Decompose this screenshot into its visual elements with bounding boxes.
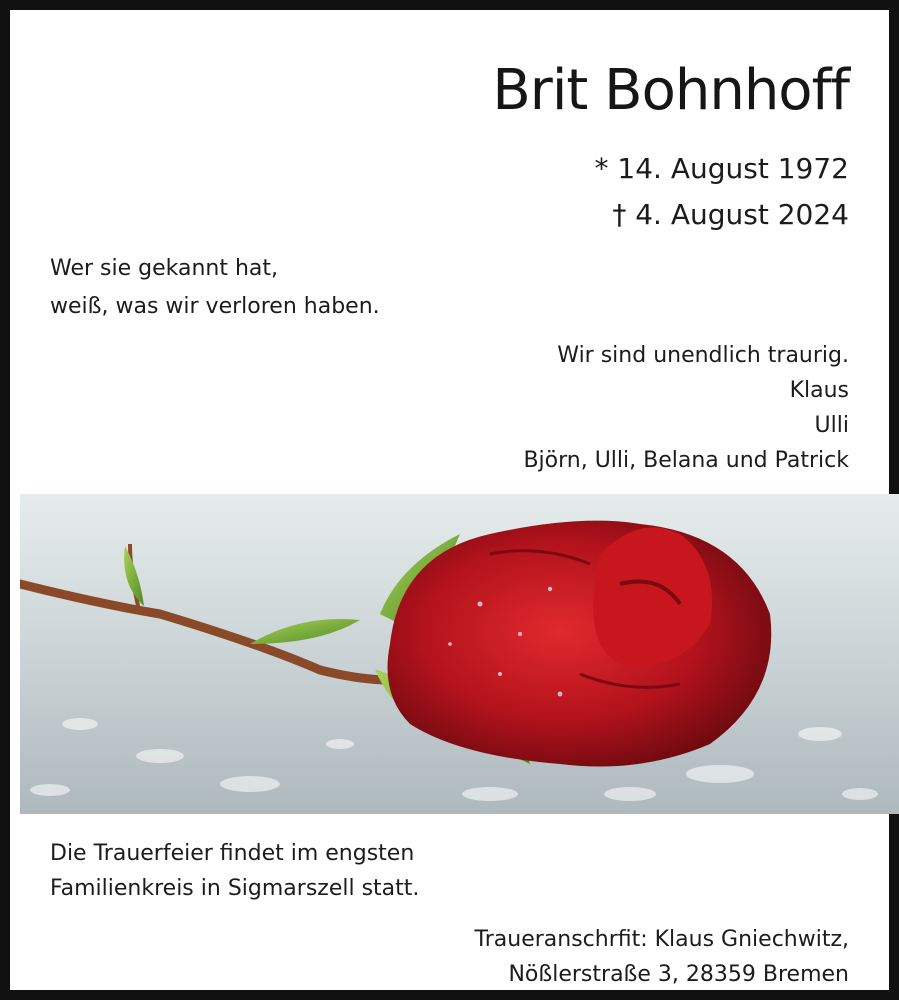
service-line: Familienkreis in Sigmarszell statt.	[50, 876, 420, 901]
quote-line: Wer sie gekannt hat,	[50, 256, 279, 281]
life-dates	[595, 146, 849, 238]
address-line: Nößlerstraße 3, 28359 Bremen	[508, 962, 849, 987]
rose-photo	[20, 494, 899, 814]
mourning-address	[475, 922, 849, 992]
mourner-name: Ulli	[814, 413, 849, 438]
mourner-name: Klaus	[789, 378, 849, 403]
rose-image	[20, 494, 899, 814]
mourners-block	[523, 338, 849, 478]
memorial-quote	[50, 250, 380, 326]
birth-date: * 14. August 1972	[594, 152, 849, 185]
mourning-statement: Wir sind unendlich traurig.	[557, 343, 849, 368]
service-info	[50, 836, 419, 906]
death-date: † 4. August 2024	[612, 198, 849, 231]
address-line: Traueranschrfit: Klaus Gniechwitz,	[474, 927, 849, 952]
service-line: Die Trauerfeier findet im engsten	[50, 841, 415, 866]
quote-line: weiß, was wir verloren haben.	[50, 294, 380, 319]
mourner-name: Björn, Ulli, Belana und Patrick	[523, 448, 849, 473]
deceased-name: Brit Bohnhoff	[492, 58, 849, 123]
